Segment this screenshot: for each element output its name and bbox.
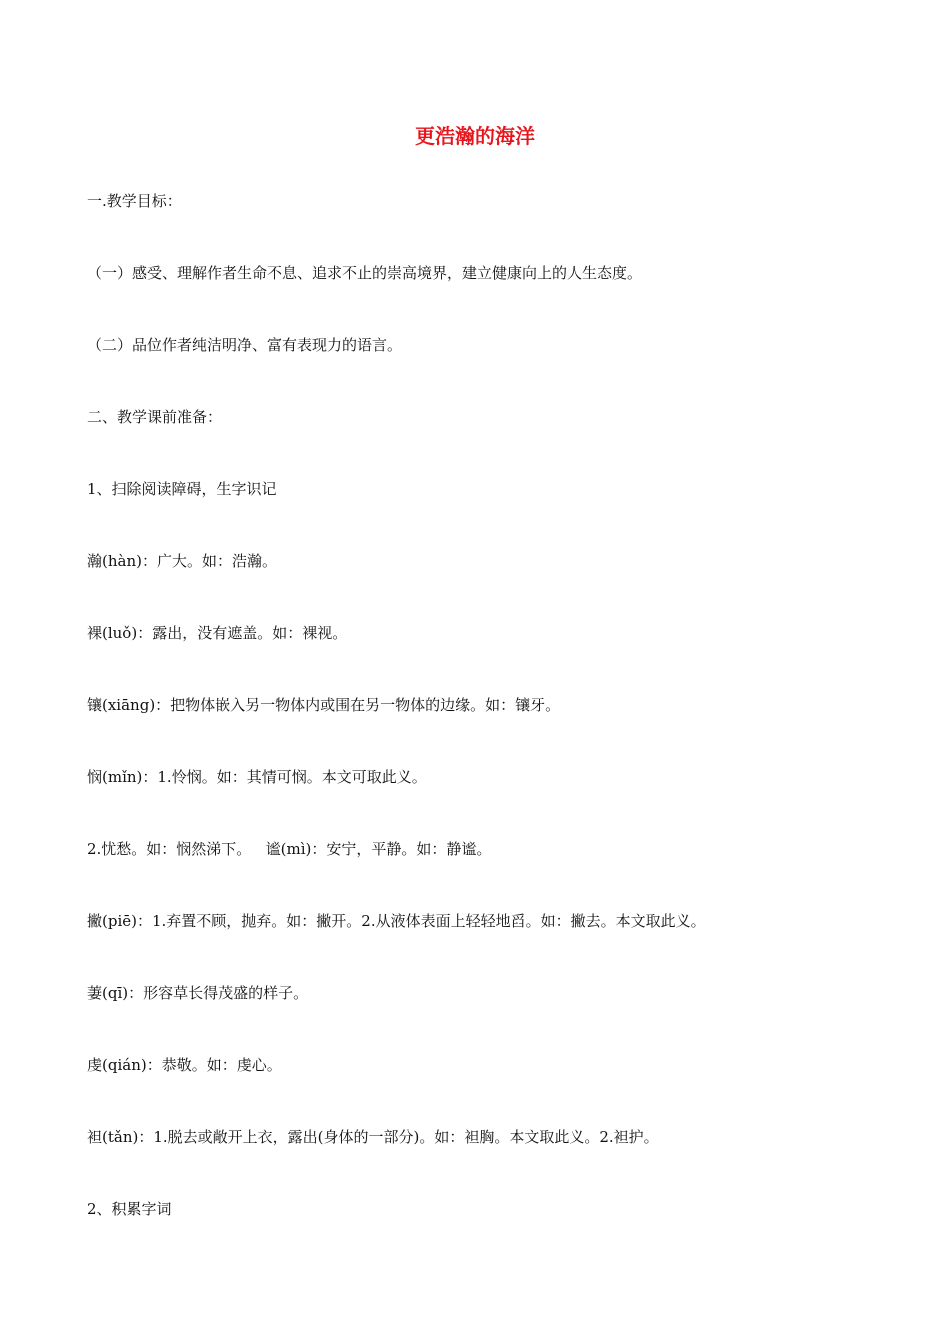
page-title: 更浩瀚的海洋 xyxy=(415,124,535,148)
subheading-new-characters: 1、扫除阅读障碍，生字识记 xyxy=(87,480,277,498)
goal-item-1: （一）感受、理解作者生命不息、追求不止的崇高境界，建立健康向上的人生态度。 xyxy=(87,264,643,282)
subheading-vocabulary: 2、积累字词 xyxy=(87,1200,172,1218)
vocab-entry-min-2-and-mi: 2.忧愁。如：悯然涕下。 谧(mì)：安宁，平静。如：静谧。 xyxy=(87,840,492,858)
vocab-entry-han: 瀚(hàn)：广大。如：浩瀚。 xyxy=(87,552,277,570)
vocab-entry-pie: 撇(piē)：1.弃置不顾，抛弃。如：撇开。2.从液体表面上轻轻地舀。如：撇去。本文取此义。 xyxy=(87,912,706,930)
goal-item-2: （二）品位作者纯洁明净、富有表现力的语言。 xyxy=(87,336,403,354)
vocab-entry-xiang: 镶(xiāng)：把物体嵌入另一物体内或围在另一物体的边缘。如：镶牙。 xyxy=(87,696,561,714)
heading-teaching-goals: 一.教学目标： xyxy=(87,192,182,210)
vocab-entry-min: 悯(mǐn)：1.怜悯。如：其情可悯。本文可取此义。 xyxy=(87,768,427,786)
vocab-entry-qian: 虔(qián)：恭敬。如：虔心。 xyxy=(87,1056,282,1074)
vocab-entry-qi: 萋(qī)：形容草长得茂盛的样子。 xyxy=(87,984,309,1002)
vocab-entry-luo: 裸(luǒ)：露出，没有遮盖。如：裸视。 xyxy=(87,624,348,642)
vocab-entry-tan: 袒(tǎn)：1.脱去或敞开上衣，露出(身体的一部分)。如：袒胸。本文取此义。2.袒护。 xyxy=(87,1128,659,1146)
heading-preparation: 二、教学课前准备： xyxy=(87,408,223,426)
